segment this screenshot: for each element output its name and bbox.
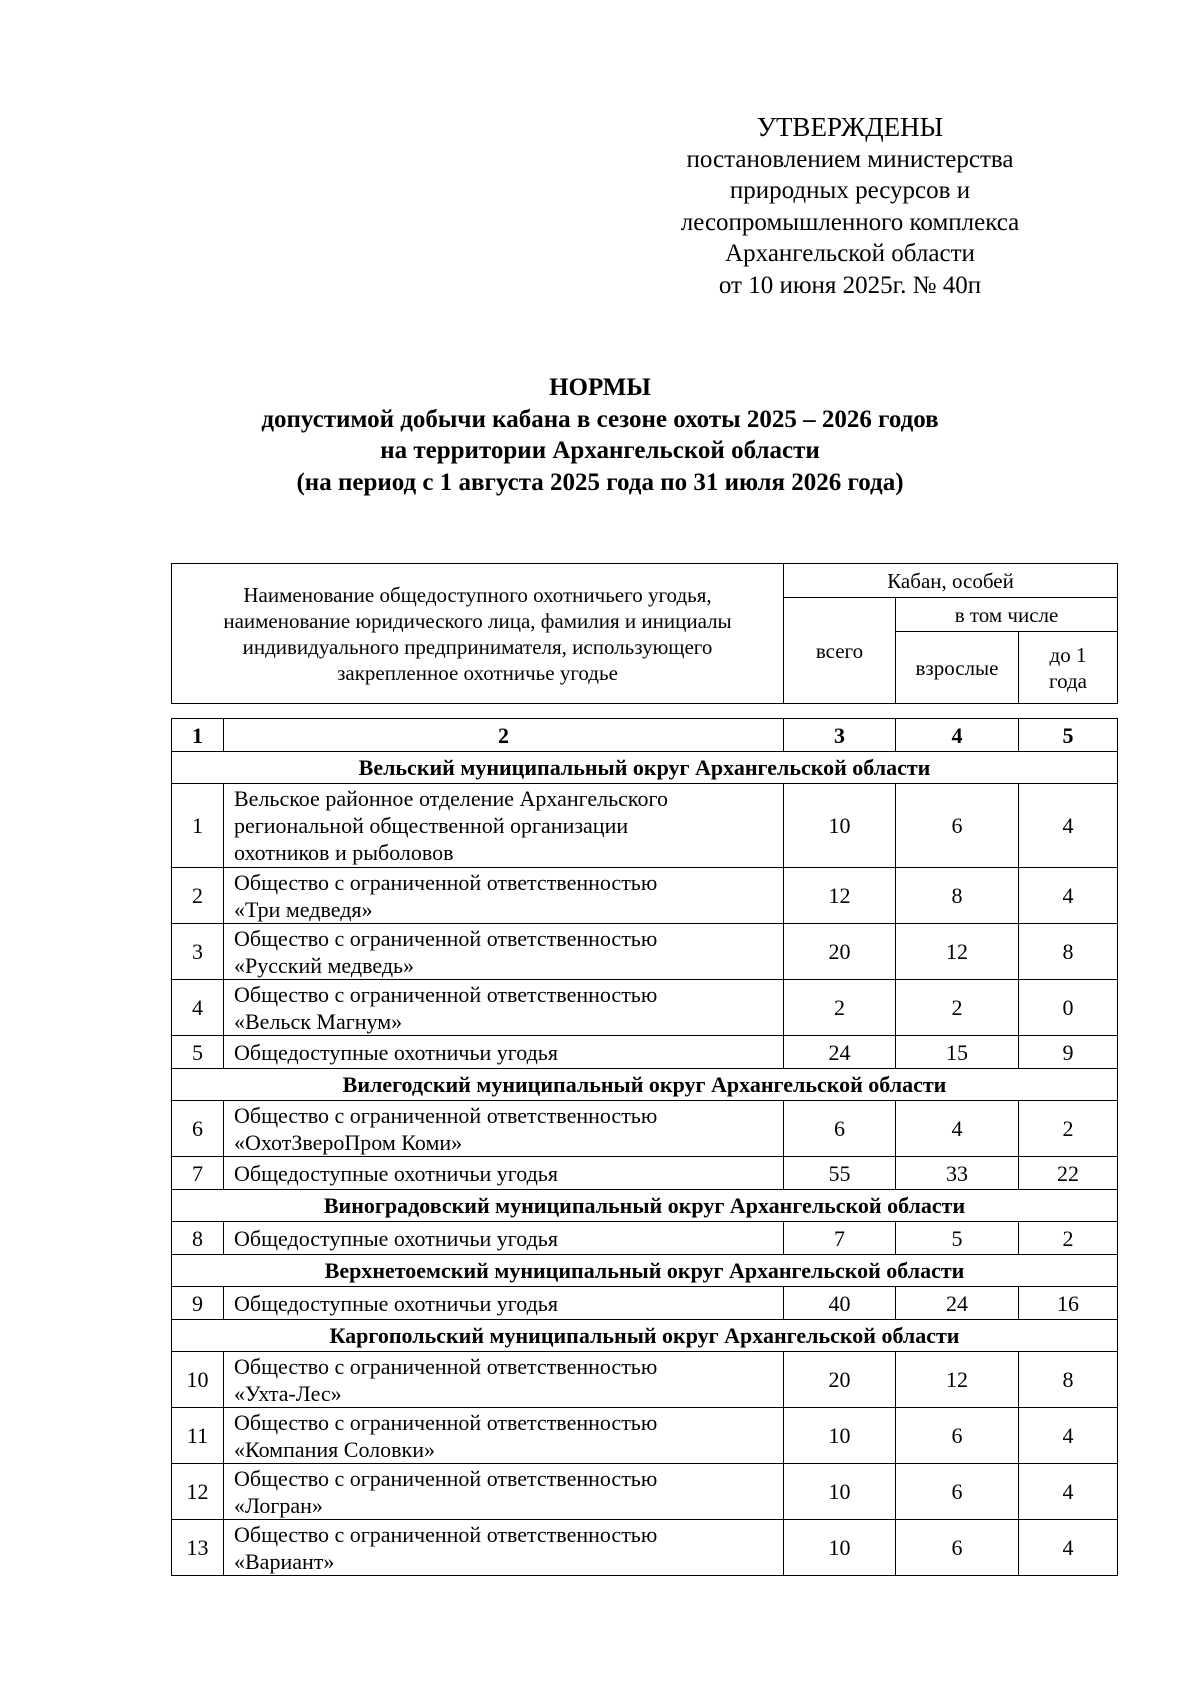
row-number: 13 (172, 1520, 224, 1576)
title-line: (на период с 1 августа 2025 года по 31 июля 2026 года) (296, 468, 904, 496)
total-value: 12 (784, 868, 896, 924)
row-number: 11 (172, 1408, 224, 1464)
row-number: 2 (172, 868, 224, 924)
total-value: 10 (784, 784, 896, 868)
approval-line: Архангельской области (725, 240, 975, 267)
under-one-year-value: 4 (1019, 1464, 1118, 1520)
adults-value: 6 (896, 1464, 1019, 1520)
approval-heading: УТВЕРЖДЕНЫ (756, 112, 944, 142)
section-title: Вилегодский муниципальный округ Архангельской области (172, 1069, 1118, 1101)
adults-value: 12 (896, 924, 1019, 980)
row-number: 7 (172, 1157, 224, 1190)
adults-value: 33 (896, 1157, 1019, 1190)
adults-value: 2 (896, 980, 1019, 1036)
document-title (150, 372, 1050, 498)
row-number: 9 (172, 1287, 224, 1320)
name-line: Общедоступные охотничьи угодья (234, 1225, 558, 1251)
table-row (172, 1287, 1118, 1320)
adults-value: 6 (896, 1520, 1019, 1576)
column-number: 1 (172, 719, 224, 752)
hunting-ground-name (224, 980, 784, 1036)
section-row (172, 1190, 1118, 1222)
under-one-year-value: 16 (1019, 1287, 1118, 1320)
total-value: 6 (784, 1101, 896, 1157)
adults-value: 6 (896, 784, 1019, 868)
total-value: 7 (784, 1222, 896, 1255)
hunting-ground-name (224, 1101, 784, 1157)
adults-value: 6 (896, 1408, 1019, 1464)
title-line: на территории Архангельской области (380, 437, 820, 464)
column-number-row (172, 719, 1118, 752)
table-row (172, 924, 1118, 980)
hunting-ground-name (224, 924, 784, 980)
total-value: 2 (784, 980, 896, 1036)
boar-group-header: Кабан, особей (784, 564, 1118, 598)
under-one-year-value: 8 (1019, 1352, 1118, 1408)
name-line: Общество с ограниченной ответственностью (234, 1353, 658, 1379)
name-column-header: Наименование общедоступного охотничьего угодья, наименование юридического лица, фамилия и инициалы индивидуального предпринимателя, использующего закрепленное охотничье угодье (172, 564, 784, 704)
adults-value: 24 (896, 1287, 1019, 1320)
table-row (172, 1036, 1118, 1069)
name-line: «Русский медведь» (234, 952, 415, 978)
title-line: НОРМЫ (549, 374, 651, 401)
adults-value: 8 (896, 868, 1019, 924)
name-line: Общество с ограниченной ответственностью (234, 1409, 658, 1435)
name-line: Общедоступные охотничьи угодья (234, 1039, 558, 1065)
row-number: 5 (172, 1036, 224, 1069)
table-row (172, 980, 1118, 1036)
table-row (172, 1352, 1118, 1408)
norms-table (171, 718, 1118, 1576)
adults-value: 5 (896, 1222, 1019, 1255)
adults-value: 15 (896, 1036, 1019, 1069)
table-row (172, 1222, 1118, 1255)
column-number: 4 (896, 719, 1019, 752)
row-number: 10 (172, 1352, 224, 1408)
name-line: Общедоступные охотничьи угодья (234, 1290, 558, 1316)
total-value: 40 (784, 1287, 896, 1320)
total-value: 10 (784, 1520, 896, 1576)
adults-value: 4 (896, 1101, 1019, 1157)
hunting-ground-name (224, 1520, 784, 1576)
under-one-year-value: 4 (1019, 1408, 1118, 1464)
under-one-year-value: 9 (1019, 1036, 1118, 1069)
name-line: Общество с ограниченной ответственностью (234, 1102, 658, 1128)
section-title: Вельский муниципальный округ Архангельской области (172, 752, 1118, 784)
section-row (172, 752, 1118, 784)
under-one-year-value: 4 (1019, 784, 1118, 868)
hunting-ground-name (224, 1036, 784, 1069)
total-value: 20 (784, 1352, 896, 1408)
section-row (172, 1320, 1118, 1352)
approval-line: лесопромышленного комплекса (680, 208, 1020, 236)
table-row (172, 784, 1118, 868)
name-line: Общество с ограниченной ответственностью (234, 869, 658, 895)
total-column-header: всего (784, 598, 896, 704)
column-number: 3 (784, 719, 896, 752)
section-title: Виноградовский муниципальный округ Архангельской области (172, 1190, 1118, 1222)
name-line: «Логран» (234, 1492, 323, 1518)
approval-line: постановлением министерства (686, 145, 1014, 173)
table-row (172, 868, 1118, 924)
hunting-ground-name (224, 1408, 784, 1464)
table-row (172, 1520, 1118, 1576)
name-line: «Вариант» (234, 1548, 335, 1574)
section-title: Верхнетоемский муниципальный округ Архангельской области (172, 1255, 1118, 1287)
table-row (172, 1464, 1118, 1520)
column-number: 5 (1019, 719, 1118, 752)
name-line: Общество с ограниченной ответственностью (234, 925, 658, 951)
table-row (172, 1157, 1118, 1190)
total-value: 24 (784, 1036, 896, 1069)
hunting-ground-name (224, 1287, 784, 1320)
total-value: 10 (784, 1464, 896, 1520)
under-one-year-value: 22 (1019, 1157, 1118, 1190)
adults-column-header: взрослые (896, 632, 1019, 704)
name-line: Общество с ограниченной ответственностью (234, 1465, 658, 1491)
under-one-year-value: 2 (1019, 1222, 1118, 1255)
approval-date-line: от 10 июня 2025г. № 40п (718, 271, 982, 299)
under-one-year-column-header: до 1 года (1019, 632, 1118, 704)
name-line: «Компания Соловки» (234, 1436, 435, 1462)
including-header: в том числе (896, 598, 1118, 632)
row-number: 4 (172, 980, 224, 1036)
hunting-ground-name (224, 1222, 784, 1255)
under-one-year-value: 8 (1019, 924, 1118, 980)
row-number: 8 (172, 1222, 224, 1255)
table-row (172, 1101, 1118, 1157)
section-row (172, 1069, 1118, 1101)
name-line: «ОхотЗвероПром Коми» (234, 1129, 463, 1155)
title-line: допустимой добычи кабана в сезоне охоты 2025 – 2026 годов (261, 405, 939, 433)
section-title: Каргопольский муниципальный округ Архангельской области (172, 1320, 1118, 1352)
row-number: 12 (172, 1464, 224, 1520)
name-line: Общество с ограниченной ответственностью (234, 981, 658, 1007)
hunting-ground-name (224, 1157, 784, 1190)
under-one-year-value: 4 (1019, 868, 1118, 924)
section-row (172, 1255, 1118, 1287)
total-value: 20 (784, 924, 896, 980)
row-number: 3 (172, 924, 224, 980)
column-number: 2 (224, 719, 784, 752)
hunting-ground-name (224, 784, 784, 868)
name-line: Общество с ограниченной ответственностью (234, 1521, 658, 1547)
name-line: «Ухта-Лес» (234, 1380, 342, 1406)
name-line: региональной общественной организации (234, 813, 629, 838)
total-value: 10 (784, 1408, 896, 1464)
hunting-ground-name (224, 868, 784, 924)
adults-value: 12 (896, 1352, 1019, 1408)
under-one-year-value: 0 (1019, 980, 1118, 1036)
approval-stamp (650, 112, 1050, 301)
table-row (172, 1408, 1118, 1464)
total-value: 55 (784, 1157, 896, 1190)
approval-line: природных ресурсов и (729, 177, 971, 204)
row-number: 6 (172, 1101, 224, 1157)
table-header (171, 563, 1118, 704)
under-one-year-value: 4 (1019, 1520, 1118, 1576)
name-line: «Вельск Магнум» (234, 1008, 403, 1034)
name-line: Вельское районное отделение Архангельского (234, 786, 668, 811)
name-line: «Три медведя» (234, 896, 373, 922)
hunting-ground-name (224, 1352, 784, 1408)
row-number: 1 (172, 784, 224, 868)
under-one-year-value: 2 (1019, 1101, 1118, 1157)
hunting-ground-name (224, 1464, 784, 1520)
name-line: Общедоступные охотничьи угодья (234, 1160, 558, 1186)
name-line: охотников и рыболовов (234, 840, 454, 865)
